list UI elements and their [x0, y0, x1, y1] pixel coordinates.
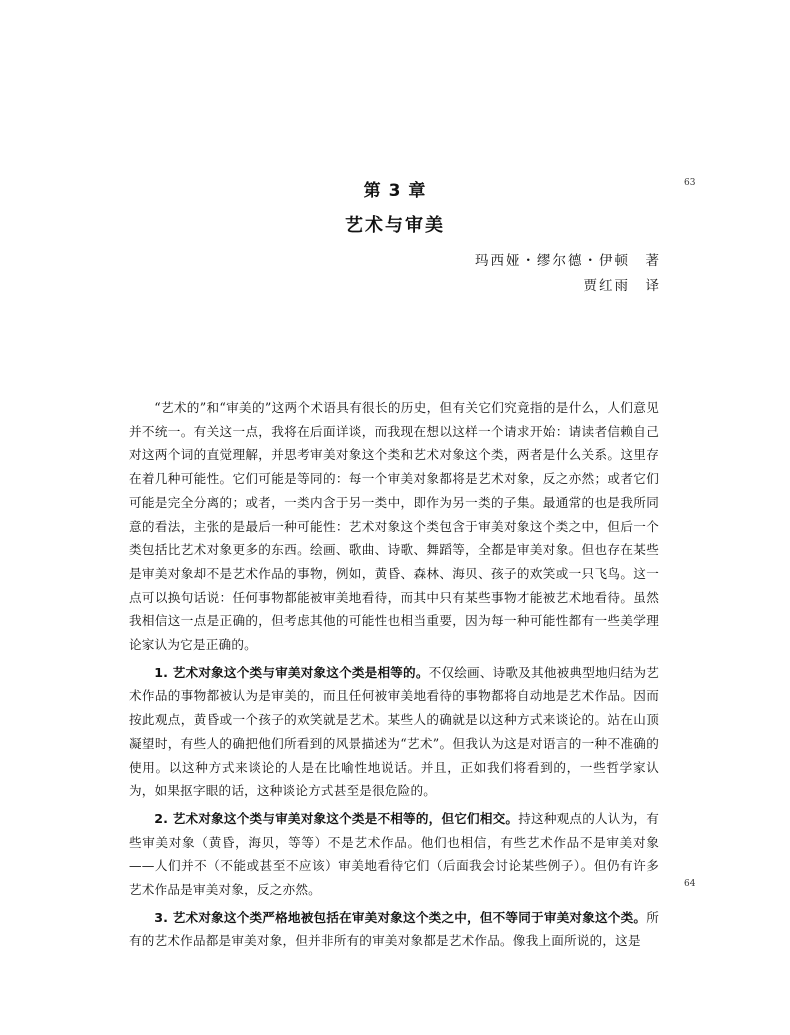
paragraph-2: [129, 807, 659, 902]
body-text: [129, 396, 659, 953]
paragraph-3: [129, 906, 659, 953]
chapter-heading: 第 3 章: [363, 181, 427, 201]
paragraph-1-text: 不仅绘画、诗歌及其他被典型地归结为艺术作品的事物都被认为是审美的，而且任何被审美地看待的事物都将自动地是艺术作品。因而按此观点，黄昏或一个孩子的欢笑就是艺术。某些人的确就是以这种方式来谈论的。站在山顶凝望时，有些人的确把他们所看到的风景描述为“艺术”。但我认为这是对语言的一种不准确的使用。以这种方式来谈论的人是在比喻性地说话。并且，正如我们将看到的，一些哲学家认为，如果抠字眼的话，这种谈论方式甚至是很危险的。: [129, 664, 659, 799]
author-line: 玛西娅・缪尔德・伊顿 著: [475, 253, 661, 269]
page-number-64: 64: [684, 879, 696, 889]
chapter-title: 艺术与审美: [345, 215, 445, 236]
paragraph-1: [129, 661, 659, 803]
paragraph-3-lead: 3. 艺术对象这个类严格地被包括在审美对象这个类之中，但不等同于审美对象这个类。: [154, 909, 647, 925]
paragraph-2-lead: 2. 艺术对象这个类与审美对象这个类是不相等的，但它们相交。: [154, 810, 519, 826]
paragraph-2-text: 持这种观点的人认为，有些审美对象（黄昏，海贝，等等）不是艺术作品。他们也相信，有些艺术作品不是审美对象——人们并不（不能或甚至不应该）审美地看待它们（后面我会讨论某些例子）。但仍有许多艺术作品是审美对象，反之亦然。: [129, 810, 659, 898]
paragraph-1-lead: 1. 艺术对象这个类与审美对象这个类是相等的。: [154, 664, 429, 680]
page-number-63: 63: [684, 178, 696, 188]
translator-line: 贾红雨 译: [583, 278, 661, 294]
paragraph-3-text: 所有的艺术作品都是审美对象，但并非所有的审美对象都是艺术作品。像我上面所说的，这是: [129, 909, 659, 949]
intro-paragraph: “艺术的”和“审美的”这两个术语具有很长的历史，但有关它们究竟指的是什么，人们意见并不统一。有关这一点，我将在后面详谈，而我现在想以这样一个请求开始：请读者信赖自己对这两个词的直觉理解，并思考审美对象这个类和艺术对象这个类，两者是什么关系。这里存在着几种可能性。它们可能是等同的：每一个审美对象都将是艺术对象，反之亦然；或者它们可能是完全分离的；或者，一类内含于另一类中，即作为另一类的子集。最通常的也是我所同意的看法，主张的是最后一种可能性：艺术对象这个类包含于审美对象这个类之中，但后一个类包括比艺术对象更多的东西。绘画、歌曲、诗歌、舞蹈等，全都是审美对象。但也存在某些是审美对象却不是艺术作品的事物，例如，黄昏、森林、海贝、孩子的欢笑或一只飞鸟。这一点可以换句话说：任何事物都能被审美地看待，而其中只有某些事物才能被艺术地看待。虽然我相信这一点是正确的，但考虑其他的可能性也相当重要，因为每一种可能性都有一些美学理论家认为它是正确的。: [129, 400, 659, 653]
